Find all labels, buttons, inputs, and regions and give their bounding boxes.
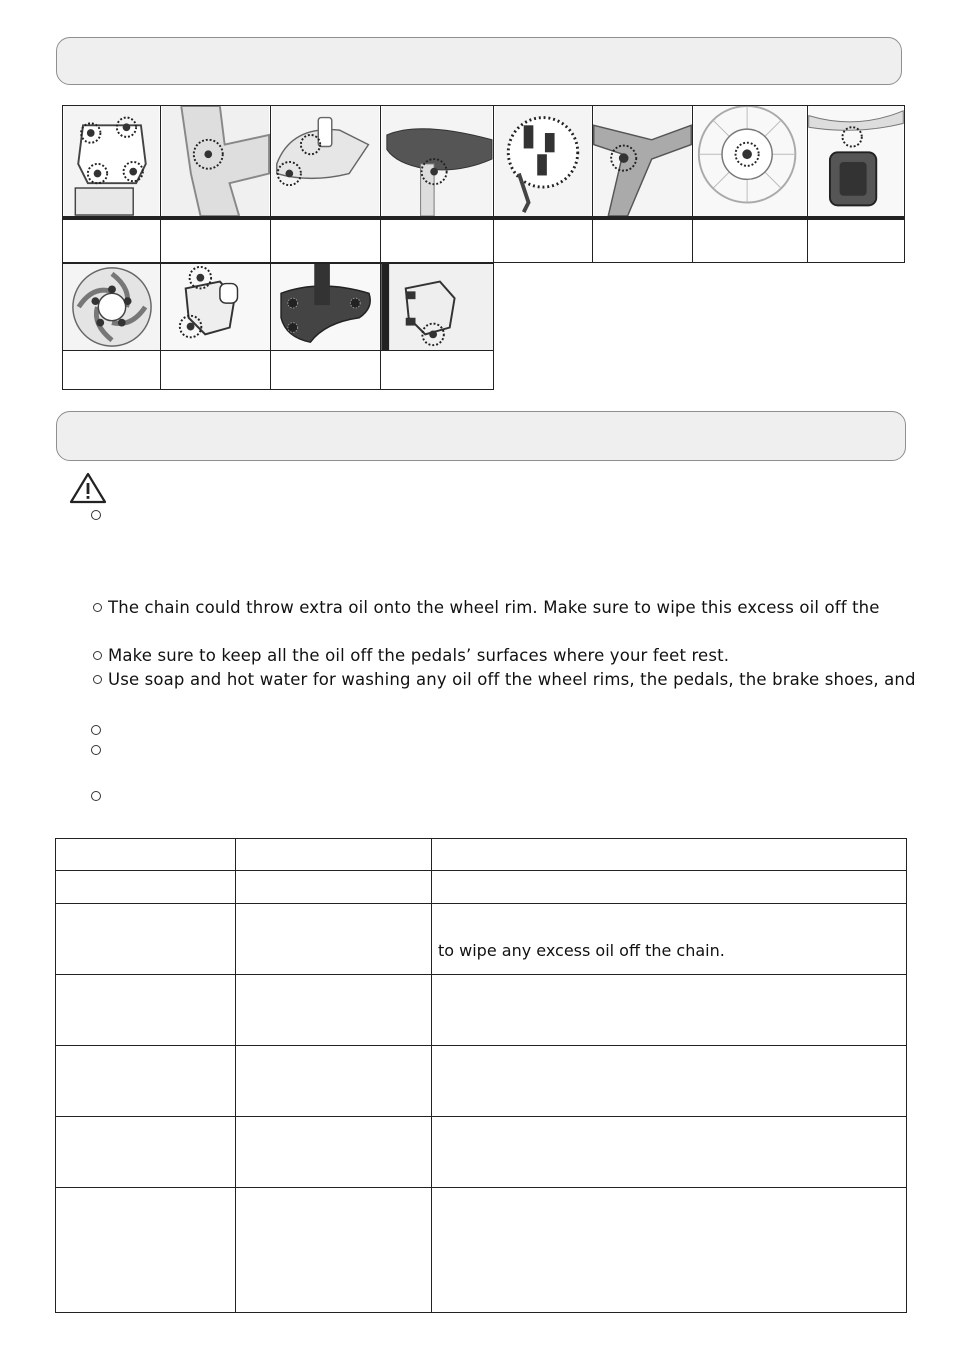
table-col-divider (431, 838, 432, 1313)
frame-joint-diagram (161, 106, 270, 216)
table-cell-chain-note: to wipe any excess oil off the chain. (438, 941, 725, 960)
wheel-hub-diagram (693, 106, 807, 216)
label-cell (493, 219, 593, 263)
text-line-pedals (93, 646, 729, 665)
diagram-cell-frame-joint (160, 105, 271, 219)
text-line-content: Make sure to keep all the oil off the pedals’ surfaces where your feet rest. (108, 646, 730, 665)
text-line-content: Use soap and hot water for washing any oil off the wheel rims, the pedals, the brake shoes, and (108, 670, 916, 689)
section-header-banner-2 (56, 411, 906, 461)
diagram-cell-saddle (380, 105, 494, 219)
table-row-divider (55, 974, 907, 975)
diagram-cell-handlebar-clamp (592, 105, 693, 219)
table-row-divider (55, 1187, 907, 1188)
bullet-marker (93, 603, 102, 612)
saddle-diagram (381, 106, 493, 216)
label-cell (807, 219, 905, 263)
table-row-divider (55, 903, 907, 904)
diagram-cell-brake-lever (270, 105, 381, 219)
diagram-cell-brake-cable-bolts (493, 105, 593, 219)
bullet-marker (91, 510, 101, 520)
label-cell (62, 350, 161, 390)
diagram-cell-stem-bolts (62, 105, 161, 219)
table-border-top (55, 838, 907, 839)
diagram-cell-wheel-hub (692, 105, 808, 219)
label-cell (62, 219, 161, 263)
caliper-adjust-diagram (381, 264, 493, 350)
brake-lever-diagram (271, 106, 380, 216)
label-cell (592, 219, 693, 263)
text-line-soap (93, 670, 916, 689)
caliper-bolts-diagram (161, 264, 270, 350)
table-col-divider (235, 838, 236, 1313)
label-cell (380, 350, 494, 390)
stem-bolts-diagram (63, 106, 160, 216)
pedal-diagram (808, 106, 904, 216)
table-row-divider (55, 870, 907, 871)
text-line-chain (93, 598, 880, 617)
table-border-left (55, 838, 56, 1313)
bullet-marker (91, 745, 101, 755)
text-line-content: The chain could throw extra oil onto the wheel rim. Make sure to wipe this excess oil off the (108, 598, 880, 617)
bullet-marker (91, 725, 101, 735)
label-cell (692, 219, 808, 263)
table-row-divider (55, 1045, 907, 1046)
bullet-marker (91, 791, 101, 801)
handlebar-clamp-diagram (593, 106, 692, 216)
table-row-divider (55, 1116, 907, 1117)
diagram-cell-pedal (807, 105, 905, 219)
disc-rotor-diagram (63, 264, 160, 350)
warning-triangle-icon (69, 472, 107, 504)
bullet-marker (93, 675, 102, 684)
diagram-cell-kickstand-plate (270, 263, 381, 351)
label-cell (160, 350, 271, 390)
label-cell (270, 219, 381, 263)
diagram-cell-caliper-adjust (380, 263, 494, 351)
kickstand-plate-diagram (271, 264, 380, 350)
brake-cable-bolts-diagram (494, 106, 592, 216)
label-cell (380, 219, 494, 263)
table-border-bottom (55, 1312, 907, 1313)
bullet-marker (93, 651, 102, 660)
label-cell (160, 219, 271, 263)
section-header-banner-1 (56, 37, 902, 85)
diagram-cell-caliper-bolts (160, 263, 271, 351)
label-cell (270, 350, 381, 390)
table-border-right (906, 838, 907, 1313)
diagram-cell-disc-rotor (62, 263, 161, 351)
